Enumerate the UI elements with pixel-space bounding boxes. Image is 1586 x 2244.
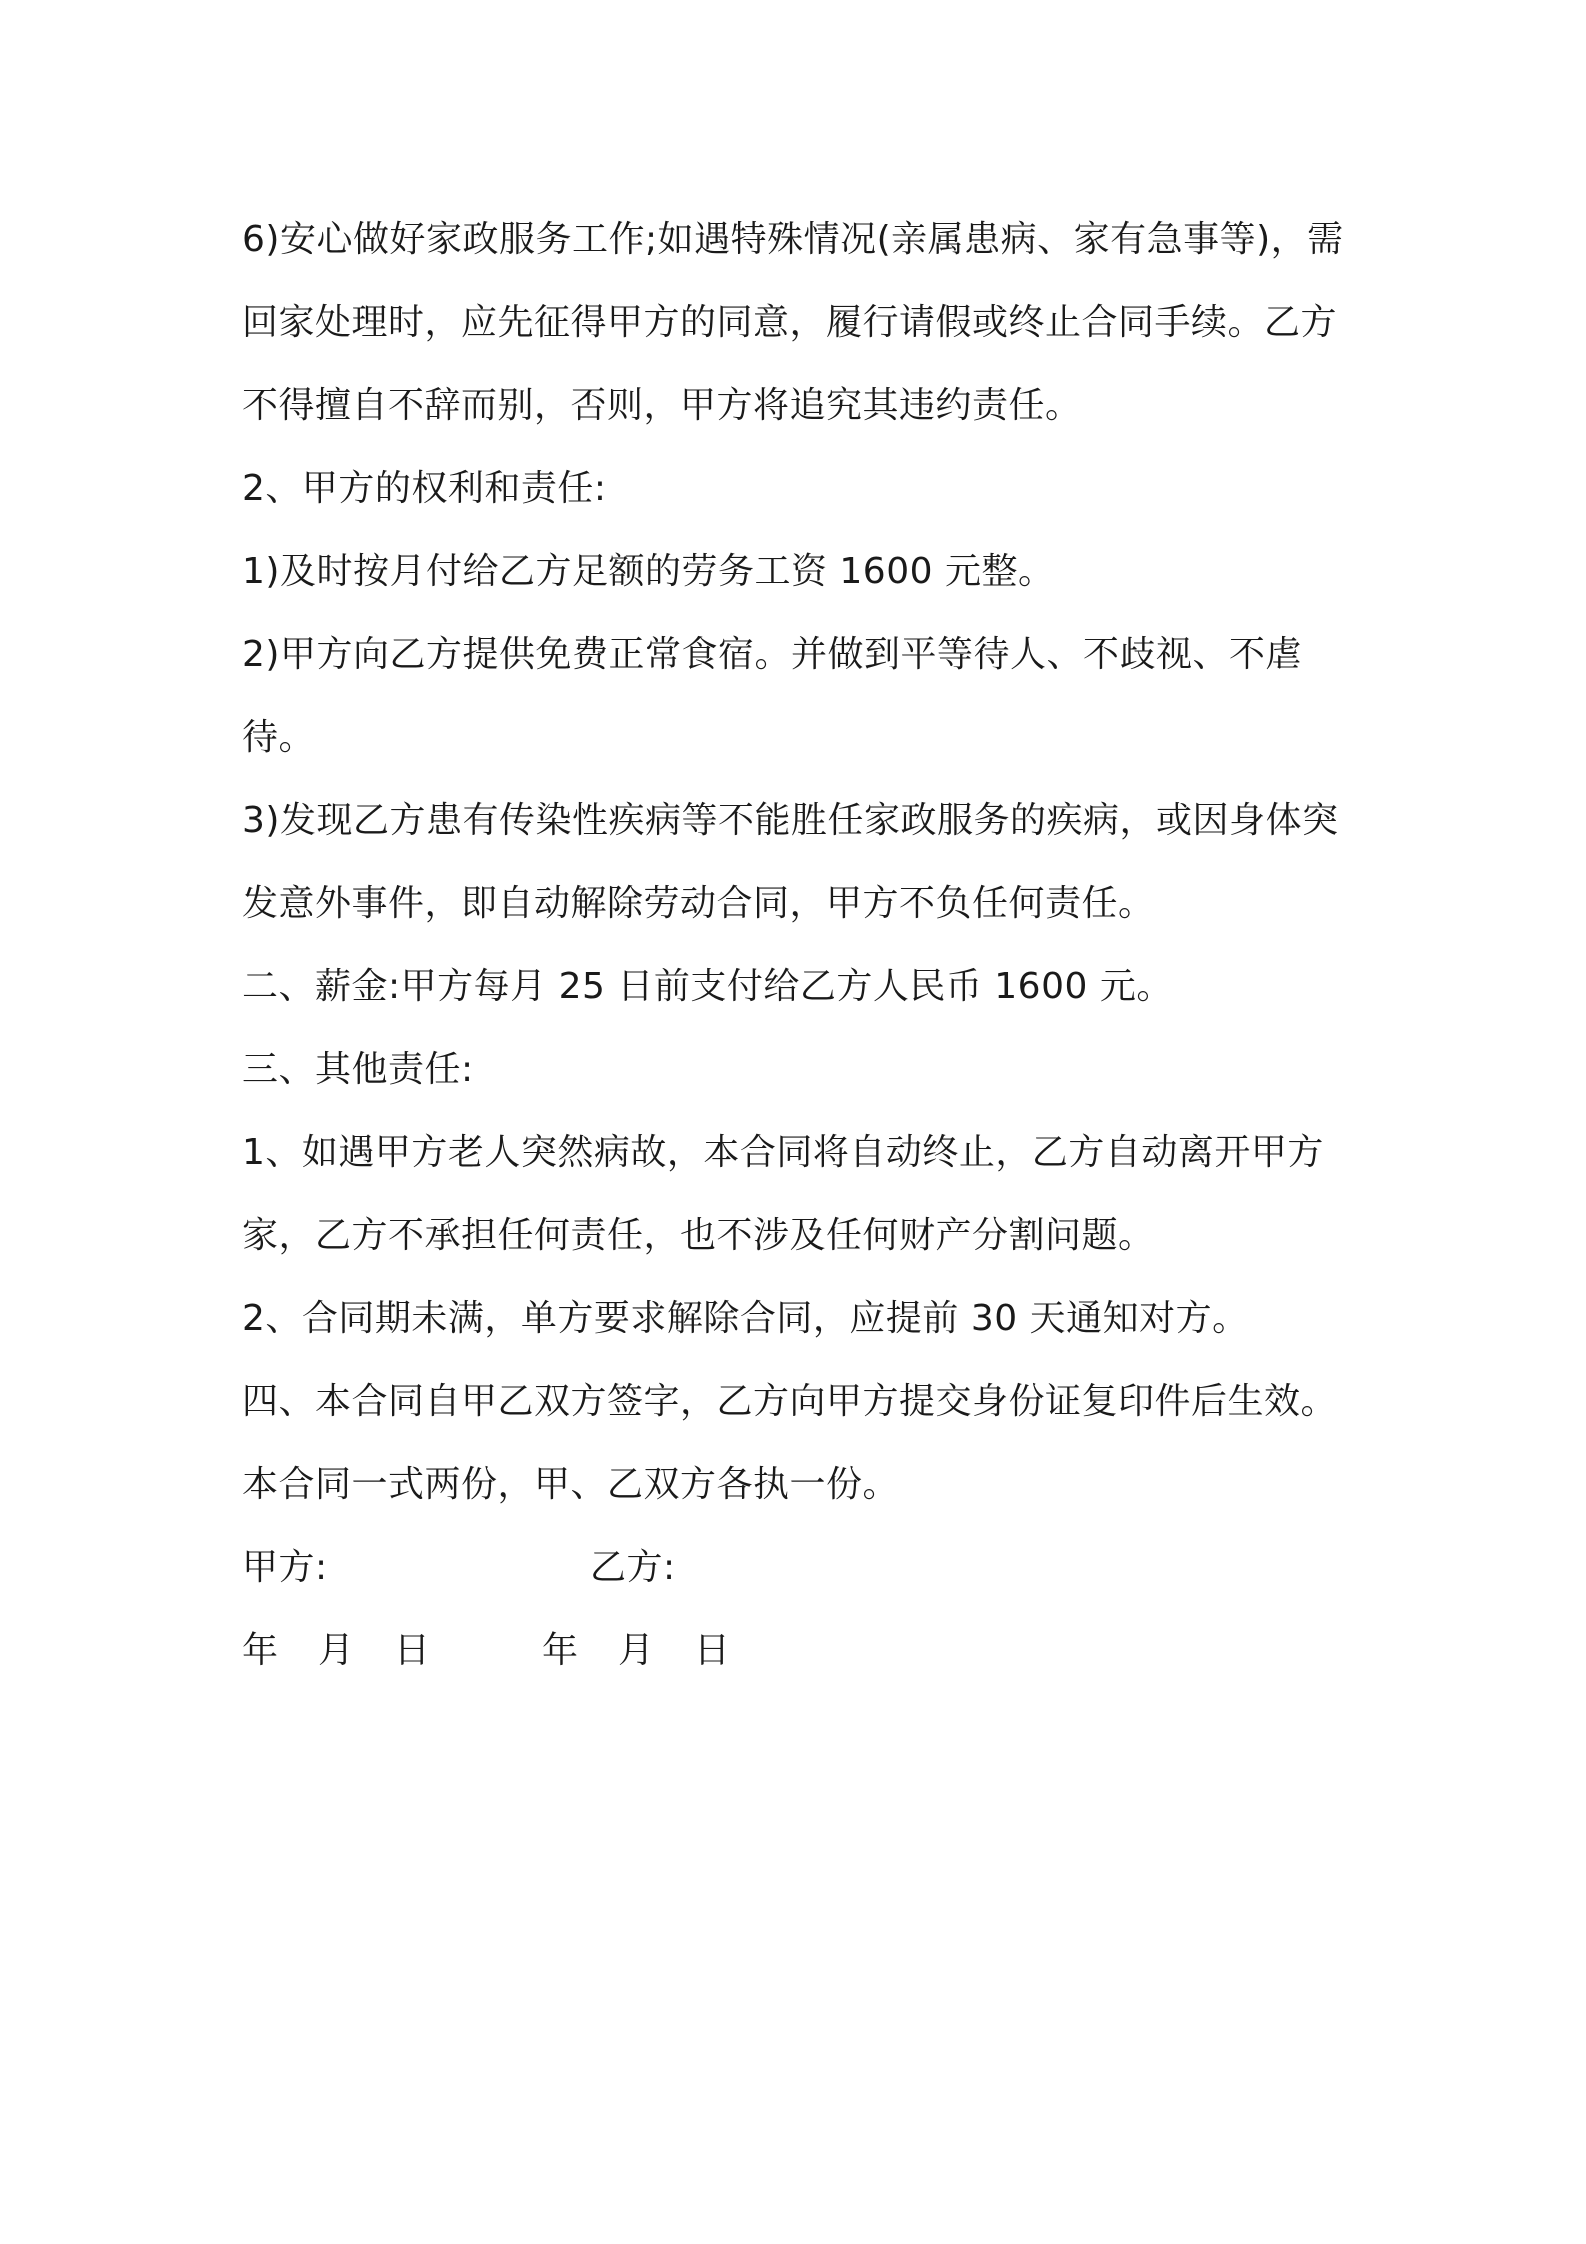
party-a-date-month: 月: [318, 1630, 355, 1671]
document-body: [242, 198, 1352, 1692]
paragraph-disease-termination: 3)发现乙方患有传染性疾病等不能胜任家政服务的疾病，或因身体突发意外事件，即自动解除劳动合同，甲方不负任何责任。: [242, 800, 1339, 924]
paragraph-item-6-duty: 6)安心做好家政服务工作;如遇特殊情况(亲属患病、家有急事等)，需回家处理时，应先征得甲方的同意，履行请假或终止合同手续。乙方不得擅自不辞而别，否则，甲方将追究其违约责任。: [242, 219, 1344, 426]
section-heading-party-a-rights: 2、甲方的权利和责任:: [242, 468, 607, 509]
party-b-date-year: 年: [542, 1630, 579, 1671]
party-b-date-day: 日: [694, 1630, 731, 1671]
party-a-date-day: 日: [394, 1630, 431, 1671]
paragraph-early-termination: 2、合同期未满，单方要求解除合同，应提前 30 天通知对方。: [242, 1298, 1249, 1339]
date-row: [242, 1609, 1352, 1692]
party-b-signature-label: 乙方:: [590, 1547, 676, 1588]
section-salary: 二、薪金:甲方每月 25 日前支付给乙方人民币 1600 元。: [242, 966, 1173, 1007]
paragraph-board-lodging: 2)甲方向乙方提供免费正常食宿。并做到平等待人、不歧视、不虐待。: [242, 634, 1302, 758]
paragraph-copies: 本合同一式两份，甲、乙双方各执一份。: [242, 1464, 900, 1505]
section-heading-other-duties: 三、其他责任:: [242, 1049, 474, 1090]
signature-row: [242, 1526, 1352, 1609]
section-effective: 四、本合同自甲乙双方签字，乙方向甲方提交身份证复印件后生效。: [242, 1381, 1338, 1422]
paragraph-wage-payment: 1)及时按月付给乙方足额的劳务工资 1600 元整。: [242, 551, 1055, 592]
party-a-signature-label: 甲方:: [242, 1547, 328, 1588]
party-b-date-month: 月: [618, 1630, 655, 1671]
party-a-date-year: 年: [242, 1630, 279, 1671]
paragraph-elder-death: 1、如遇甲方老人突然病故，本合同将自动终止，乙方自动离开甲方家，乙方不承担任何责任，也不涉及任何财产分割问题。: [242, 1132, 1324, 1256]
